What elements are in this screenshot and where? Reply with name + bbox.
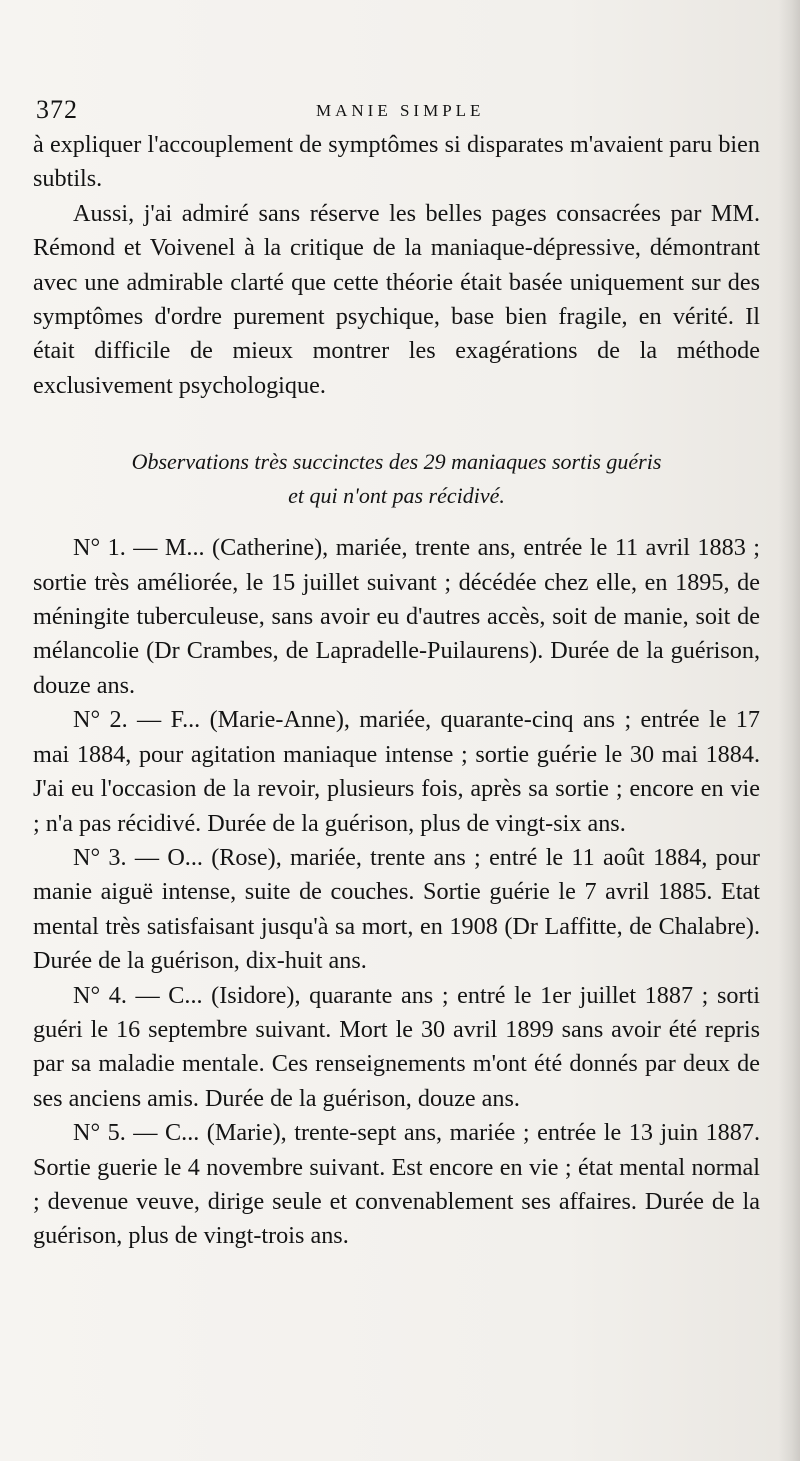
intro-paragraph: Aussi, j'ai admiré sans réserve les belles pages consacrées par MM. Rémond et Voivenel à la critique de la maniaque-dépressive, démontrant avec une admirable clarté que cette théorie était basée uniquement sur des symptômes d'ordre purement psychique, base bien fragile, en vérité. Il était difficile de mieux montrer les exagérations de la méthode exclusivement psychologique.: [33, 199, 760, 399]
section-heading: [33, 445, 760, 513]
page-gutter-shadow: [778, 0, 800, 1461]
page-number: 372: [36, 95, 78, 124]
section-heading-line-1: Observations très succinctes des 29 maniaques sortis guéris: [131, 449, 662, 475]
running-title: MANIE SIMPLE: [316, 101, 485, 120]
observation-5: N° 5. — C... (Marie), trente-sept ans, mariée ; entrée le 13 juin 1887. Sortie guerie le 4 novembre suivant. Est encore en vie ; état mental normal ; devenue veuve, dirige seule et convenablement ses affaires. Durée de la guérison, plus de vingt-trois ans.: [33, 1119, 760, 1250]
observation-2: N° 2. — F... (Marie-Anne), mariée, quarante-cinq ans ; entrée le 17 mai 1884, pour agitation maniaque intense ; sortie guérie le 30 mai 1884. J'ai eu l'occasion de la revoir, plusieurs fois, après sa sortie ; encore en vie ; n'a pas récidivé. Durée de la guérison, plus de vingt-six ans.: [33, 706, 760, 837]
observation-3: N° 3. — O... (Rose), mariée, trente ans ; entré le 11 août 1884, pour manie aiguë intense, suite de couches. Sortie guérie le 7 avril 1885. Etat mental très satisfaisant jusqu'à sa mort, en 1908 (Dr Laffitte, de Chalabre). Durée de la guérison, dix-huit ans.: [33, 843, 760, 975]
page-body: [33, 128, 760, 1254]
intro-paragraph-continued: à expliquer l'accouplement de symptômes si disparates m'avaient paru bien subtils.: [33, 131, 760, 193]
observation-4: N° 4. — C... (Isidore), quarante ans ; entré le 1er juillet 1887 ; sorti guéri le 16 septembre suivant. Mort le 30 avril 1899 sans avoir été repris par sa maladie mentale. Ces renseignements m'ont été donnés par deux de ses anciens amis. Durée de la guérison, douze ans.: [33, 981, 760, 1112]
section-heading-line-2: et qui n'ont pas récidivé.: [288, 483, 505, 509]
observation-1: N° 1. — M... (Catherine), mariée, trente ans, entrée le 11 avril 1883 ; sortie très améliorée, le 15 juillet suivant ; décédée chez elle, en 1895, de méningite tuberculeuse, sans avoir eu d'autres accès, soit de manie, soit de mélancolie (Dr Crambes, de Lapradelle-Puilaurens). Durée de la guérison, douze ans.: [33, 534, 760, 699]
running-head: [36, 95, 756, 125]
